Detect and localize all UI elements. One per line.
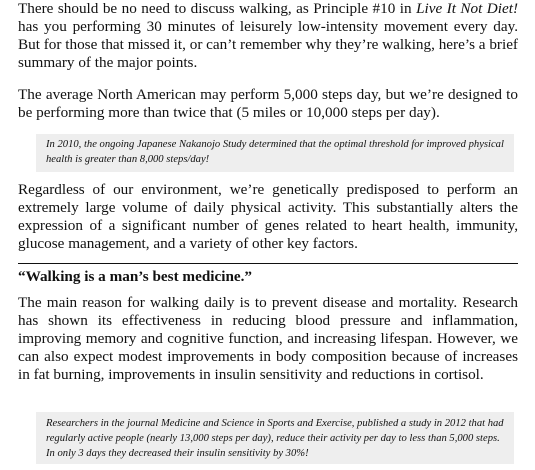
section-divider xyxy=(18,263,518,264)
intro-text-end: has you performing 30 minutes of leisurely low-intensity movement every day. But for those that missed it, or can’t remember why they’re walking, here’s a brief summary of the major points. xyxy=(18,18,518,71)
quote-heading: “Walking is a man’s best medicine.” xyxy=(18,268,253,285)
genetics-paragraph: Regardless of our environment, we’re genetically predisposed to perform an extremely large volume of daily physical activity. This substantially alters the expression of a significant number of genes related to heart health, immunity, glucose management, and a variety of other key factors. xyxy=(18,181,518,252)
nakanojo-callout: In 2010, the ongoing Japanese Nakanojo Study determined that the optimal threshold for improved physical health is greater than 8,000 steps/day! xyxy=(36,134,514,172)
intro-text-start: There should be no need to discuss walking, as Principle #10 in xyxy=(18,0,417,17)
intro-paragraph xyxy=(18,0,518,72)
researchers-callout: Researchers in the journal Medicine and Science in Sports and Exercise, published a study in 2012 that had regularly active people (nearly 13,000 steps per day), reduce their activity per day to less than 5,000 steps. In only 3 days they decreased their insulin sensitivity by 30%! xyxy=(36,412,514,464)
benefits-paragraph: The main reason for walking daily is to prevent disease and mortality. Research has shown its effectiveness in reducing blood pressure and inflammation, improving memory and cognitive function, and increasing lifespan. However, we can also expect modest improvements in body composition because of increases in fat burning, improvements in insulin sensitivity and reductions in cortisol. xyxy=(18,294,518,383)
steps-paragraph: The average North American may perform 5,000 steps day, but we’re designed to be performing more than twice that (5 miles or 10,000 steps per day). xyxy=(18,86,518,121)
book-title: Live It Not Diet! xyxy=(416,0,518,17)
